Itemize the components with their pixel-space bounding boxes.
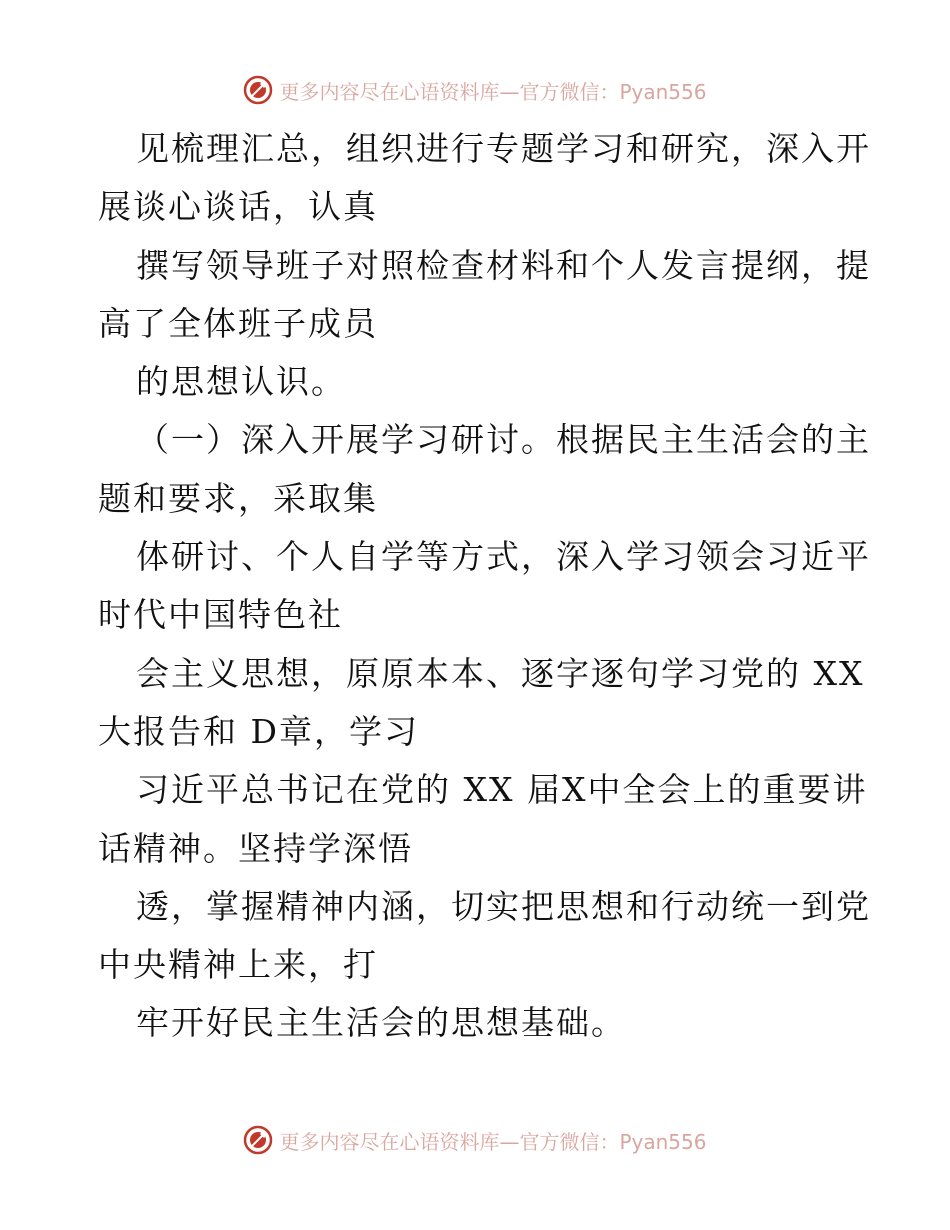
pen-seal-logo-icon [243,1125,273,1155]
pen-seal-logo-icon [243,75,273,105]
body-text-line: （一）深入开展学习研讨。根据民主生活会的主 [136,420,871,460]
body-text-line: 时代中国特色社 [98,595,343,635]
body-text-line: 体研讨、个人自学等方式，深入学习领会习近平 [136,537,871,577]
header-watermark [0,70,950,110]
body-text-line: 展谈心谈话，认真 [98,187,378,227]
body-text-line: 话精神。坚持学深悟 [98,828,413,868]
body-text-line: 透，掌握精神内涵，切实把思想和行动统一到党 [136,886,871,926]
body-text-line: 习近平总书记在党的 XX 届X中全会上的重要讲 [136,770,868,810]
body-text-line: 牢开好民主生活会的思想基础。 [136,1003,626,1043]
watermark-text: 更多内容尽在心语资料库—官方微信：Pyan556 [279,79,707,104]
body-text-line: 的思想认识。 [136,362,346,402]
body-text-line: 会主义思想，原原本本、逐字逐句学习党的 XX [136,653,865,693]
document-body [98,120,871,1053]
body-text-line: 撰写领导班子对照检查材料和个人发言提纲，提 [136,245,871,285]
body-text-line: 题和要求，采取集 [98,478,378,518]
body-text-line: 大报告和 D章，学习 [98,711,419,751]
watermark-text: 更多内容尽在心语资料库—官方微信：Pyan556 [279,1129,707,1154]
body-text-line: 中央精神上来，打 [98,945,378,985]
body-text-line: 高了全体班子成员 [98,303,378,343]
body-text-line: 见梳理汇总，组织进行专题学习和研究，深入开 [136,129,871,168]
footer-watermark [0,1120,950,1160]
